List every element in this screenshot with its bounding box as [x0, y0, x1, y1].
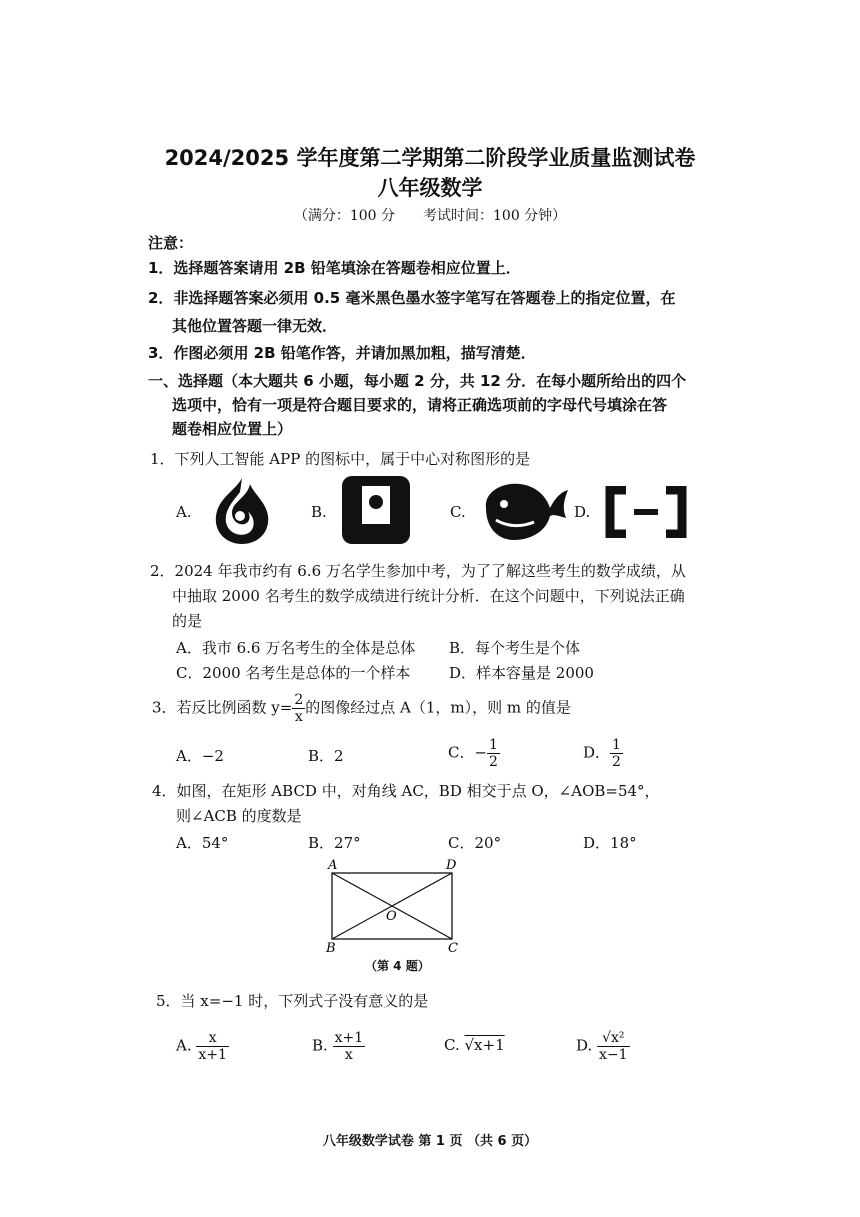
q4-stem-line-2: 则∠ACB 的度数是 [176, 807, 302, 825]
q3-option-c-num: 1 [489, 737, 498, 753]
q3-option-d-den: 2 [612, 754, 621, 770]
exam-title: 2024/2025 学年度第二学期第二阶段学业质量监测试卷 [164, 146, 696, 170]
q1-option-c: C. [450, 503, 466, 521]
q1-option-d: D. [574, 503, 591, 521]
q4-option-a: A．54° [176, 834, 229, 852]
note-item-3: 3．作图必须用 2B 铅笔作答，并请加黑加粗，描写清楚． [148, 344, 536, 362]
exam-info: （满分：100 分 考试时间：100 分钟） [293, 208, 567, 224]
flame-swirl-icon [210, 476, 274, 550]
vertex-label-d: D [446, 858, 457, 873]
q2-option-a: A．我市 6.6 万名考生的全体是总体 [176, 639, 416, 657]
q2-stem-line-1: 2．2024 年我市约有 6.6 万名学生参加中考，为了了解这些考生的数学成绩，从 [150, 562, 686, 580]
page-footer: 八年级数学试卷 第 1 页 （共 6 页） [322, 1134, 538, 1149]
q5-option-d [576, 1030, 630, 1063]
q5-option-d-label: D. [576, 1036, 593, 1055]
q3-suffix: 的图像经过点 A（1，m），则 m 的值是 [305, 698, 571, 717]
center-label-o: O [386, 909, 397, 924]
square-frame-icon [340, 474, 412, 550]
note-item-2-cont: 其他位置答题一律无效． [172, 317, 338, 335]
q3-option-d-label: D． [583, 743, 611, 762]
q5-option-b-label: B. [312, 1036, 328, 1055]
figure-caption: （第 4 题） [365, 959, 430, 973]
note-item-1: 1．选择题答案请用 2B 铅笔填涂在答题卷相应位置上． [148, 259, 521, 277]
q3-stem [152, 692, 571, 725]
q1-option-b: B. [311, 503, 327, 521]
q2-stem-line-2: 中抽取 2000 名考生的数学成绩进行统计分析．在这个问题中，下列说法正确 [172, 587, 685, 605]
q3-option-b: B．2 [308, 747, 344, 765]
q5-option-a-num: x [196, 1030, 229, 1047]
q5-option-b [312, 1030, 365, 1063]
q5-option-a-fraction [196, 1030, 229, 1063]
q5-option-a-label: A. [176, 1036, 192, 1055]
q1-stem: 1．下列人工智能 APP 的图标中，属于中心对称图形的是 [150, 450, 531, 468]
rectangle-figure [318, 855, 468, 955]
q3-option-c-den: 2 [489, 754, 498, 770]
q3-option-a: A．−2 [176, 747, 224, 765]
q4-option-b: B．27° [308, 834, 361, 852]
q2-option-c: C．2000 名考生是总体的一个样本 [176, 664, 411, 682]
q3-option-c [448, 737, 500, 770]
q3-fraction-den: x [294, 709, 303, 725]
q3-option-d-fraction [610, 737, 623, 770]
q3-option-d-num: 1 [612, 737, 621, 753]
q4-option-d: D．18° [583, 834, 637, 852]
exam-subject: 八年级数学 [377, 176, 483, 200]
section-heading: 一、选择题（本大题共 6 小题，每小题 2 分，共 12 分．在每小题所给出的四个 [148, 372, 687, 390]
q2-option-b: B．每个考生是个体 [449, 639, 581, 657]
q3-option-d [583, 737, 623, 770]
q5-option-a [176, 1030, 229, 1063]
section-heading-line-2: 选项中，恰有一项是符合题目要求的，请将正确选项前的字母代号填涂在答 [172, 396, 668, 414]
q2-option-d: D．样本容量是 2000 [449, 664, 594, 682]
q3-fraction [292, 692, 305, 725]
q5-option-d-fraction [597, 1030, 630, 1063]
section-heading-line-3: 题卷相应位置上） [172, 420, 293, 438]
q5-option-d-num: √x² [597, 1030, 630, 1047]
q4-stem-line-1: 4．如图，在矩形 ABCD 中，对角线 AC，BD 相交于点 O，∠AOB=54°， [152, 782, 660, 800]
vertex-label-a: A [328, 858, 338, 873]
q5-option-c-label: C. [444, 1036, 460, 1054]
q3-option-c-fraction [487, 737, 500, 770]
q4-option-c: C．20° [448, 834, 502, 852]
q3-fraction-num: 2 [294, 692, 304, 708]
notes-heading: 注意： [148, 234, 194, 252]
q3-option-c-label: C．− [448, 743, 488, 762]
q5-option-b-num: x+1 [334, 1030, 364, 1046]
q5-option-b-den: x [344, 1047, 353, 1063]
vertex-label-b: B [326, 941, 336, 955]
whale-icon [478, 478, 570, 548]
bracket-minus-icon [604, 486, 688, 542]
note-item-2: 2．非选择题答案必须用 0.5 毫米黑色墨水签字笔写在答题卷上的指定位置，在 [148, 289, 676, 307]
q5-option-c-expr: √x+1 [464, 1036, 505, 1054]
q5-option-b-fraction [333, 1030, 366, 1063]
q3-prefix: 3．若反比例函数 y= [152, 698, 293, 717]
vertex-label-c: C [448, 941, 458, 955]
q2-stem-line-3: 的是 [172, 612, 203, 630]
q5-stem: 5．当 x=−1 时，下列式子没有意义的是 [156, 992, 429, 1010]
q5-option-a-den: x+1 [198, 1047, 227, 1063]
q1-option-a: A. [176, 503, 192, 521]
q5-option-d-den: x−1 [599, 1047, 628, 1063]
q5-option-c [444, 1036, 505, 1054]
